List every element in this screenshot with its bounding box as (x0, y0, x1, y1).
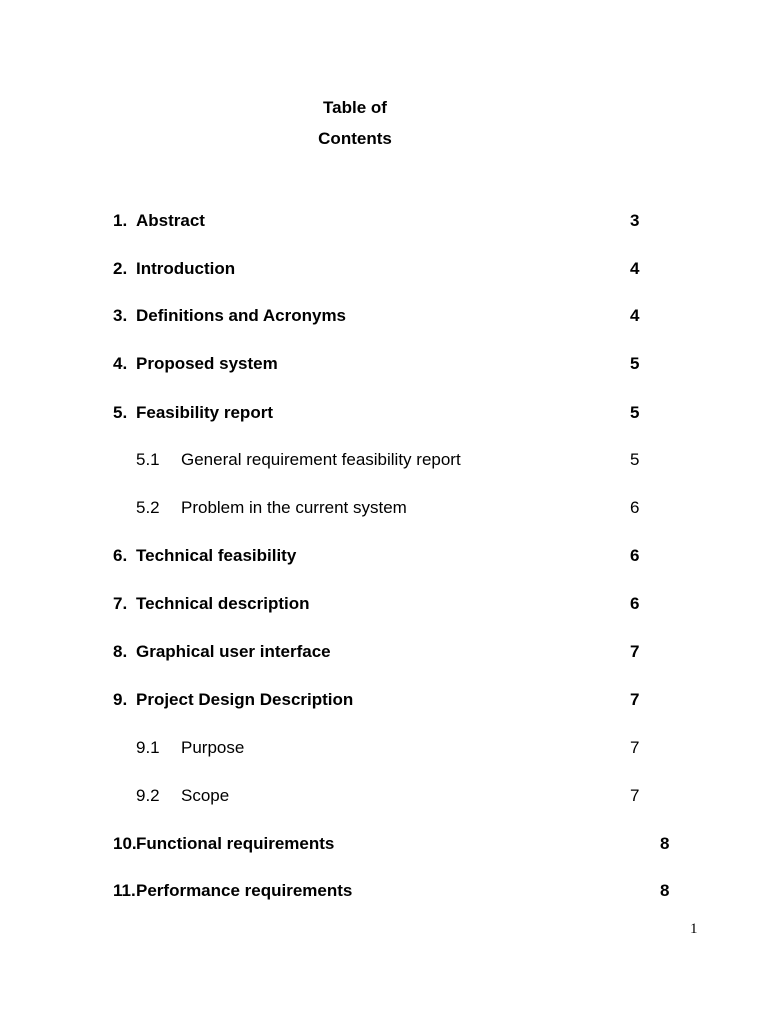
toc-entry-page: 6 (630, 546, 640, 565)
toc-subentry-label: Scope (181, 786, 230, 805)
toc-entry-label: Functional requirements (136, 834, 335, 853)
footer-page-number: 1 (690, 921, 698, 937)
toc-entry-number: 2. (113, 259, 128, 278)
toc-subentry-label: Purpose (181, 738, 245, 757)
toc-entry-label: Feasibility report (136, 403, 273, 422)
toc-entry-page: 6 (630, 594, 640, 613)
toc-entry-page: 7 (630, 690, 640, 709)
toc-entry-number: 3. (113, 306, 128, 325)
toc-subentry-page: 5 (630, 450, 640, 469)
toc-entry-number: 9. (113, 690, 128, 709)
toc-entry-page: 8 (660, 834, 670, 853)
toc-entry-number: 8. (113, 642, 128, 661)
toc-entry-page: 8 (660, 881, 670, 900)
toc-entry-page: 5 (630, 403, 640, 422)
toc-entry-page: 3 (630, 211, 640, 230)
toc-entry-page: 4 (630, 259, 640, 278)
toc-title-line-2: Contents (318, 129, 392, 148)
toc-subentry-page: 7 (630, 738, 640, 757)
toc-title (300, 92, 410, 154)
toc-subentry-label: General requirement feasibility report (181, 450, 461, 469)
toc-subentry-number: 9.2 (136, 786, 160, 805)
toc-entry-number: 11. (113, 881, 136, 900)
toc-entry-label: Definitions and Acronyms (136, 306, 347, 325)
toc-entry-page: 7 (630, 642, 640, 661)
toc-title-line-1: Table of (323, 98, 387, 117)
toc-subentry-label: Problem in the current system (181, 498, 407, 517)
toc-entry-label: Introduction (136, 259, 236, 278)
toc-entry-page: 5 (630, 354, 640, 373)
toc-entry-label: Technical description (136, 594, 310, 613)
toc-entry-number: 1. (113, 211, 128, 230)
toc-entry-number: 10. (113, 834, 137, 853)
toc-subentry-page: 6 (630, 498, 640, 517)
toc-subentry-number: 5.1 (136, 450, 160, 469)
toc-entry-number: 4. (113, 354, 128, 373)
toc-entry-label: Technical feasibility (136, 546, 297, 565)
toc-entry-label: Abstract (136, 211, 205, 230)
toc-subentry-page: 7 (630, 786, 640, 805)
toc-entry-number: 7. (113, 594, 128, 613)
toc-entry-label: Project Design Description (136, 690, 354, 709)
toc-entry-number: 5. (113, 403, 128, 422)
toc-entry-label: Proposed system (136, 354, 278, 373)
toc-subentry-number: 9.1 (136, 738, 160, 757)
toc-entry-label: Performance requirements (136, 881, 353, 900)
toc-entry-number: 6. (113, 546, 128, 565)
toc-entry-page: 4 (630, 306, 640, 325)
toc-entry-label: Graphical user interface (136, 642, 331, 661)
toc-subentry-number: 5.2 (136, 498, 160, 517)
